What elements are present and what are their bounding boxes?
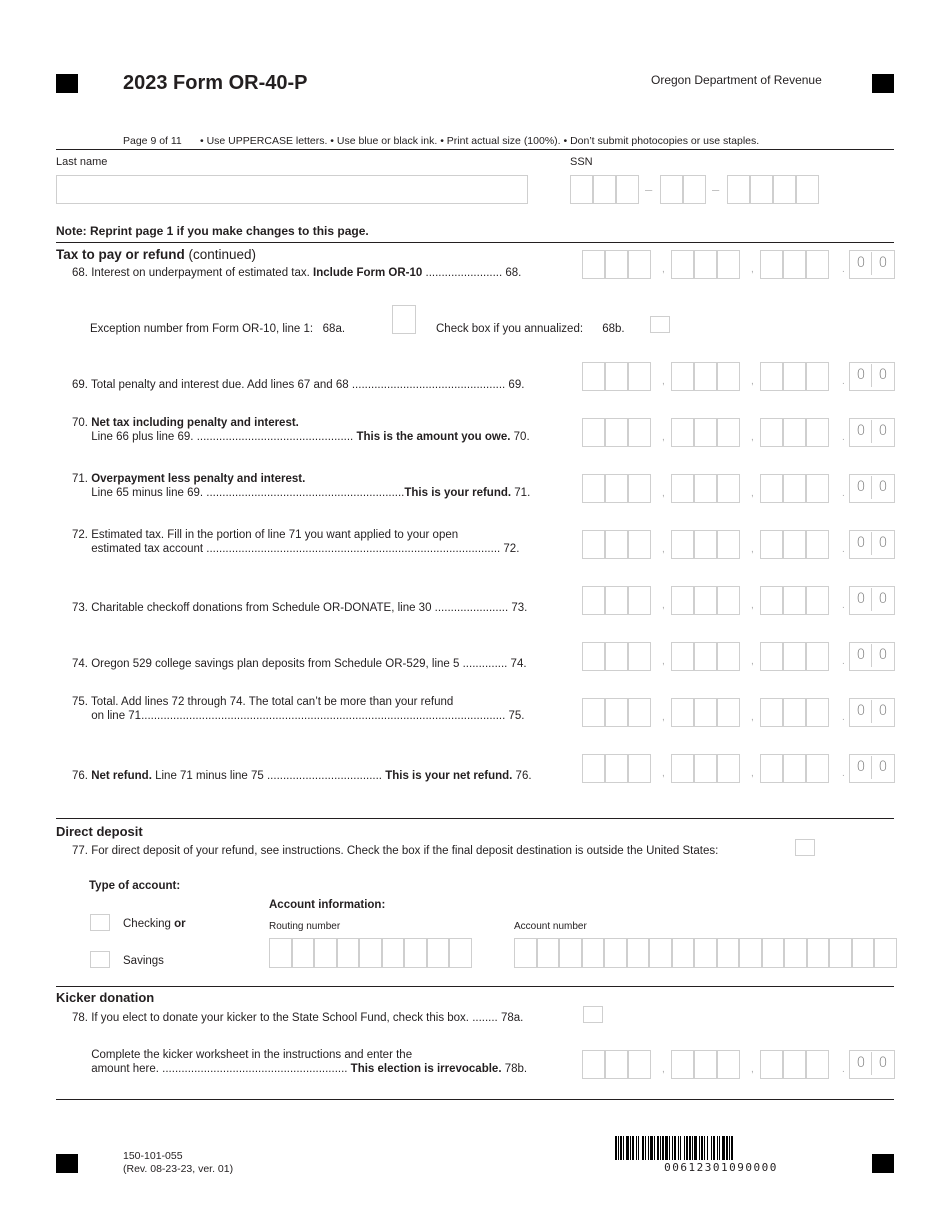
line-77: 77. For direct deposit of your refund, see instructions. Check the box if the final deposit destination is outside the United States: [72,845,719,857]
divider [56,149,894,150]
divider [56,1099,894,1100]
decimal-point: . [842,488,845,499]
barcode-bar [618,1136,619,1160]
barcode-bar [729,1136,730,1160]
ssn-dash: – [645,182,653,197]
barcode-bar [699,1136,700,1160]
barcode-bar [648,1136,649,1160]
thousands-separator: , [751,432,754,443]
digit-box[interactable] [694,698,717,727]
digit-box[interactable] [783,418,806,447]
thousands-separator: , [751,264,754,275]
digit-box[interactable] [717,530,740,559]
digit-box[interactable] [671,362,694,391]
routing-digit-box[interactable] [292,938,315,968]
account-digit-box[interactable] [739,938,762,968]
digit-box[interactable] [783,530,806,559]
digit-box[interactable] [582,754,605,783]
digit-box[interactable] [760,642,783,671]
thousands-separator: , [662,1064,665,1075]
barcode-bar [689,1136,691,1160]
digit-box[interactable] [760,754,783,783]
section-title-kicker: Kicker donation [56,990,155,1005]
digit-box[interactable] [694,250,717,279]
cents-digit: 0 [878,703,888,719]
cents-digit: 0 [878,1055,888,1071]
digit-box[interactable] [628,530,651,559]
routing-digit-box[interactable] [382,938,405,968]
cents-digit: 0 [856,423,866,439]
barcode-bar [672,1136,673,1160]
digit-box[interactable] [760,418,783,447]
digit-box[interactable] [605,642,628,671]
account-digit-box[interactable] [582,938,605,968]
digit-box[interactable] [582,1050,605,1079]
barcode-bar [711,1136,712,1160]
digit-box[interactable] [783,1050,806,1079]
routing-digit-box[interactable] [359,938,382,968]
thousands-separator: , [751,656,754,667]
cents-digit: 0 [856,647,866,663]
digit-box[interactable] [628,362,651,391]
barcode-bar [719,1136,720,1160]
digit-box[interactable] [783,586,806,615]
ssn-digit-box[interactable] [570,175,593,204]
barcode-bar [684,1136,685,1160]
account-digit-box[interactable] [649,938,672,968]
account-digit-box[interactable] [694,938,717,968]
thousands-separator: , [751,712,754,723]
digit-box[interactable] [806,418,829,447]
account-number-label: Account number [514,921,587,932]
form-number: 150-101-055 [123,1150,183,1162]
barcode-bar [665,1136,668,1160]
thousands-separator: , [662,432,665,443]
routing-digit-box[interactable] [337,938,360,968]
digit-box[interactable] [717,474,740,503]
instructions: • Use UPPERCASE letters. • Use blue or black ink. • Print actual size (100%). • Don’t submit photocopies or use staples. [200,135,760,147]
section-title-direct-deposit: Direct deposit [56,824,143,839]
digit-box[interactable] [671,474,694,503]
digit-box[interactable] [671,698,694,727]
thousands-separator: , [751,600,754,611]
account-digit-box[interactable] [672,938,695,968]
savings-checkbox[interactable] [90,951,110,968]
routing-digit-box[interactable] [404,938,427,968]
routing-digit-box[interactable] [449,938,472,968]
digit-box[interactable] [694,474,717,503]
digit-box[interactable] [760,250,783,279]
decimal-point: . [842,712,845,723]
line-71: 71. Overpayment less penalty and interest. Line 65 minus line 69. ..............................................................This is your refund. 71. [72,473,531,499]
form-title: 2023 Form OR-40-P [123,72,308,94]
line-78a: 78. If you elect to donate your kicker to the State School Fund, check this box. ........ 78a. [72,1012,524,1024]
barcode-bar [680,1136,681,1160]
ssn-digit-box[interactable] [727,175,750,204]
routing-digit-box[interactable] [269,938,292,968]
digit-box[interactable] [628,754,651,783]
account-digit-box[interactable] [717,938,740,968]
barcode-bar [731,1136,733,1160]
barcode-bar [669,1136,670,1160]
digit-box[interactable] [760,474,783,503]
page-number: Page 9 of 11 [123,135,182,147]
cents-digit: 0 [856,535,866,551]
decimal-point: . [842,432,845,443]
cents-digit: 0 [856,367,866,383]
digit-box[interactable] [760,698,783,727]
digit-box[interactable] [694,530,717,559]
account-info-label: Account information: [269,899,386,911]
account-digit-box[interactable] [852,938,875,968]
digit-box[interactable] [628,642,651,671]
digit-box[interactable] [628,698,651,727]
line-75: 75. Total. Add lines 72 through 74. The total can’t be more than your refund on line 71.................................................................................................................. 75. [72,696,525,722]
barcode-bar [636,1136,637,1160]
line-68: 68. Interest on underpayment of estimated tax. Include Form OR-10 ........................ 68. [72,267,522,279]
exception-number-input[interactable] [392,305,416,334]
last-name-label: Last name [56,156,108,168]
digit-box[interactable] [806,642,829,671]
barcode-bar [623,1136,624,1160]
digit-box[interactable] [783,698,806,727]
digit-box[interactable] [605,754,628,783]
decimal-point: . [842,600,845,611]
digit-box[interactable] [671,642,694,671]
digit-box[interactable] [806,250,829,279]
barcode-bar [678,1136,679,1160]
divider [56,818,894,819]
digit-box[interactable] [671,418,694,447]
decimal-point: . [842,544,845,555]
digit-box[interactable] [717,1050,740,1079]
digit-box[interactable] [760,530,783,559]
ssn-digit-box[interactable] [593,175,616,204]
ssn-dash: – [712,182,720,197]
digit-box[interactable] [783,642,806,671]
digit-box[interactable] [582,418,605,447]
cents-digit: 0 [878,423,888,439]
agency-name: Oregon Department of Revenue [651,73,822,87]
note: Note: Reprint page 1 if you make changes to this page. [56,224,369,238]
digit-box[interactable] [806,530,829,559]
registration-mark [56,1154,78,1173]
thousands-separator: , [751,488,754,499]
digit-box[interactable] [582,642,605,671]
barcode-bar [722,1136,725,1160]
digit-box[interactable] [671,754,694,783]
revision: (Rev. 08-23-23, ver. 01) [123,1163,234,1175]
cents-digit: 0 [878,647,888,663]
decimal-point: . [842,264,845,275]
digit-box[interactable] [628,1050,651,1079]
digit-box[interactable] [806,362,829,391]
savings-label: Savings [123,955,164,967]
cents-digit: 0 [878,591,888,607]
cents-digit: 0 [856,759,866,775]
barcode-bar [615,1136,617,1160]
digit-box[interactable] [760,362,783,391]
divider [56,986,894,987]
barcode-number: 00612301090000 [664,1161,778,1174]
account-digit-box[interactable] [559,938,582,968]
digit-box[interactable] [694,642,717,671]
digit-box[interactable] [694,362,717,391]
digit-box[interactable] [717,698,740,727]
digit-box[interactable] [671,250,694,279]
digit-box[interactable] [671,530,694,559]
digit-box[interactable] [605,418,628,447]
digit-box[interactable] [760,1050,783,1079]
digit-box[interactable] [582,698,605,727]
digit-box[interactable] [605,1050,628,1079]
barcode-bar [674,1136,676,1160]
decimal-point: . [842,768,845,779]
ssn-digit-box[interactable] [616,175,639,204]
account-digit-box[interactable] [874,938,897,968]
digit-box[interactable] [760,586,783,615]
digit-box[interactable] [717,754,740,783]
thousands-separator: , [662,712,665,723]
barcode-bar [650,1136,653,1160]
account-digit-box[interactable] [807,938,830,968]
thousands-separator: , [662,768,665,779]
thousands-separator: , [662,488,665,499]
section-title-tax: Tax to pay or refund (continued) [56,247,257,262]
cents-digit: 0 [856,255,866,271]
barcode-bar [620,1136,622,1160]
line-68b: Check box if you annualized: 68b. [436,323,625,335]
digit-box[interactable] [628,418,651,447]
cents-digit: 0 [878,367,888,383]
foreign-deposit-checkbox[interactable] [795,839,815,856]
digit-box[interactable] [806,754,829,783]
line-69: 69. Total penalty and interest due. Add lines 67 and 68 ................................................ 69. [72,379,525,391]
cents-digit: 0 [856,479,866,495]
digit-box[interactable] [605,530,628,559]
digit-box[interactable] [717,362,740,391]
barcode-bar [642,1136,644,1160]
digit-box[interactable] [783,250,806,279]
digit-box[interactable] [717,586,740,615]
line-68a: Exception number from Form OR-10, line 1: 68a. [90,323,346,335]
account-digit-box[interactable] [829,938,852,968]
ssn-digit-box[interactable] [796,175,819,204]
cents-digit: 0 [878,479,888,495]
ssn-digit-box[interactable] [773,175,796,204]
digit-box[interactable] [671,1050,694,1079]
barcode-bar [717,1136,718,1160]
barcode-bar [686,1136,688,1160]
digit-box[interactable] [806,698,829,727]
digit-box[interactable] [806,474,829,503]
barcode [615,1136,827,1160]
digit-box[interactable] [628,586,651,615]
digit-box[interactable] [582,362,605,391]
barcode-bar [630,1136,631,1160]
thousands-separator: , [751,376,754,387]
thousands-separator: , [751,544,754,555]
digit-box[interactable] [783,474,806,503]
barcode-bar [704,1136,705,1160]
barcode-bar [694,1136,697,1160]
digit-box[interactable] [694,586,717,615]
digit-box[interactable] [671,586,694,615]
barcode-bar [645,1136,646,1160]
digit-box[interactable] [582,474,605,503]
barcode-bar [660,1136,661,1160]
divider [56,242,894,243]
barcode-bar [638,1136,639,1160]
type-of-account-label: Type of account: [89,880,181,892]
barcode-bar [662,1136,664,1160]
cents-digit: 0 [878,759,888,775]
barcode-bar [654,1136,655,1160]
line-72: 72. Estimated tax. Fill in the portion of line 71 you want applied to your open estimated tax account ............................................................................................ 72. [72,529,520,555]
digit-box[interactable] [605,250,628,279]
cents-digit: 0 [856,591,866,607]
account-digit-box[interactable] [514,938,537,968]
digit-box[interactable] [717,250,740,279]
decimal-point: . [842,1064,845,1075]
barcode-bar [701,1136,703,1160]
barcode-bar [657,1136,659,1160]
digit-box[interactable] [582,530,605,559]
cents-digit: 0 [878,255,888,271]
cents-digit: 0 [856,703,866,719]
digit-box[interactable] [806,586,829,615]
digit-box[interactable] [605,586,628,615]
thousands-separator: , [662,264,665,275]
line-76: 76. Net refund. Line 71 minus line 75 .................................... This is your net refund. 76. [72,770,532,782]
account-digit-box[interactable] [537,938,560,968]
digit-box[interactable] [694,1050,717,1079]
digit-box[interactable] [717,642,740,671]
barcode-bar [707,1136,708,1160]
digit-box[interactable] [694,754,717,783]
registration-mark [872,1154,894,1173]
kicker-donate-checkbox[interactable] [583,1006,603,1023]
digit-box[interactable] [628,250,651,279]
thousands-separator: , [662,656,665,667]
account-digit-box[interactable] [762,938,785,968]
ssn-digit-box[interactable] [660,175,683,204]
digit-box[interactable] [717,418,740,447]
digit-box[interactable] [694,418,717,447]
cents-digit: 0 [878,535,888,551]
account-digit-box[interactable] [627,938,650,968]
last-name-input[interactable] [56,175,528,204]
thousands-separator: , [662,544,665,555]
line-78b: Complete the kicker worksheet in the instructions and enter the amount here. .......................................................... This election is irrevocable. 78b. [91,1049,528,1075]
barcode-bar [632,1136,634,1160]
routing-digit-box[interactable] [314,938,337,968]
checking-label: Checking or [123,918,186,930]
account-digit-box[interactable] [784,938,807,968]
line-73: 73. Charitable checkoff donations from Schedule OR-DONATE, line 30 ....................... 73. [72,602,528,614]
ssn-label: SSN [570,156,593,168]
ssn-digit-box[interactable] [750,175,773,204]
barcode-bar [726,1136,728,1160]
routing-number-label: Routing number [269,921,341,932]
digit-box[interactable] [582,250,605,279]
thousands-separator: , [751,768,754,779]
account-digit-box[interactable] [604,938,627,968]
annualized-checkbox[interactable] [650,316,670,333]
routing-digit-box[interactable] [427,938,450,968]
thousands-separator: , [751,1064,754,1075]
line-70: 70. Net tax including penalty and interest. Line 66 plus line 69. ................................................. This is the amount you owe. 70. [72,417,530,443]
registration-mark [872,74,894,93]
decimal-point: . [842,376,845,387]
barcode-bar [692,1136,693,1160]
barcode-bar [626,1136,629,1160]
decimal-point: . [842,656,845,667]
digit-box[interactable] [605,698,628,727]
digit-box[interactable] [582,586,605,615]
registration-mark [56,74,78,93]
digit-box[interactable] [628,474,651,503]
digit-box[interactable] [605,474,628,503]
checking-checkbox[interactable] [90,914,110,931]
ssn-digit-box[interactable] [683,175,706,204]
line-74: 74. Oregon 529 college savings plan deposits from Schedule OR-529, line 5 .............. 74. [72,658,527,670]
digit-box[interactable] [783,362,806,391]
cents-digit: 0 [856,1055,866,1071]
barcode-bar [713,1136,715,1160]
thousands-separator: , [662,376,665,387]
thousands-separator: , [662,600,665,611]
digit-box[interactable] [783,754,806,783]
digit-box[interactable] [605,362,628,391]
digit-box[interactable] [806,1050,829,1079]
